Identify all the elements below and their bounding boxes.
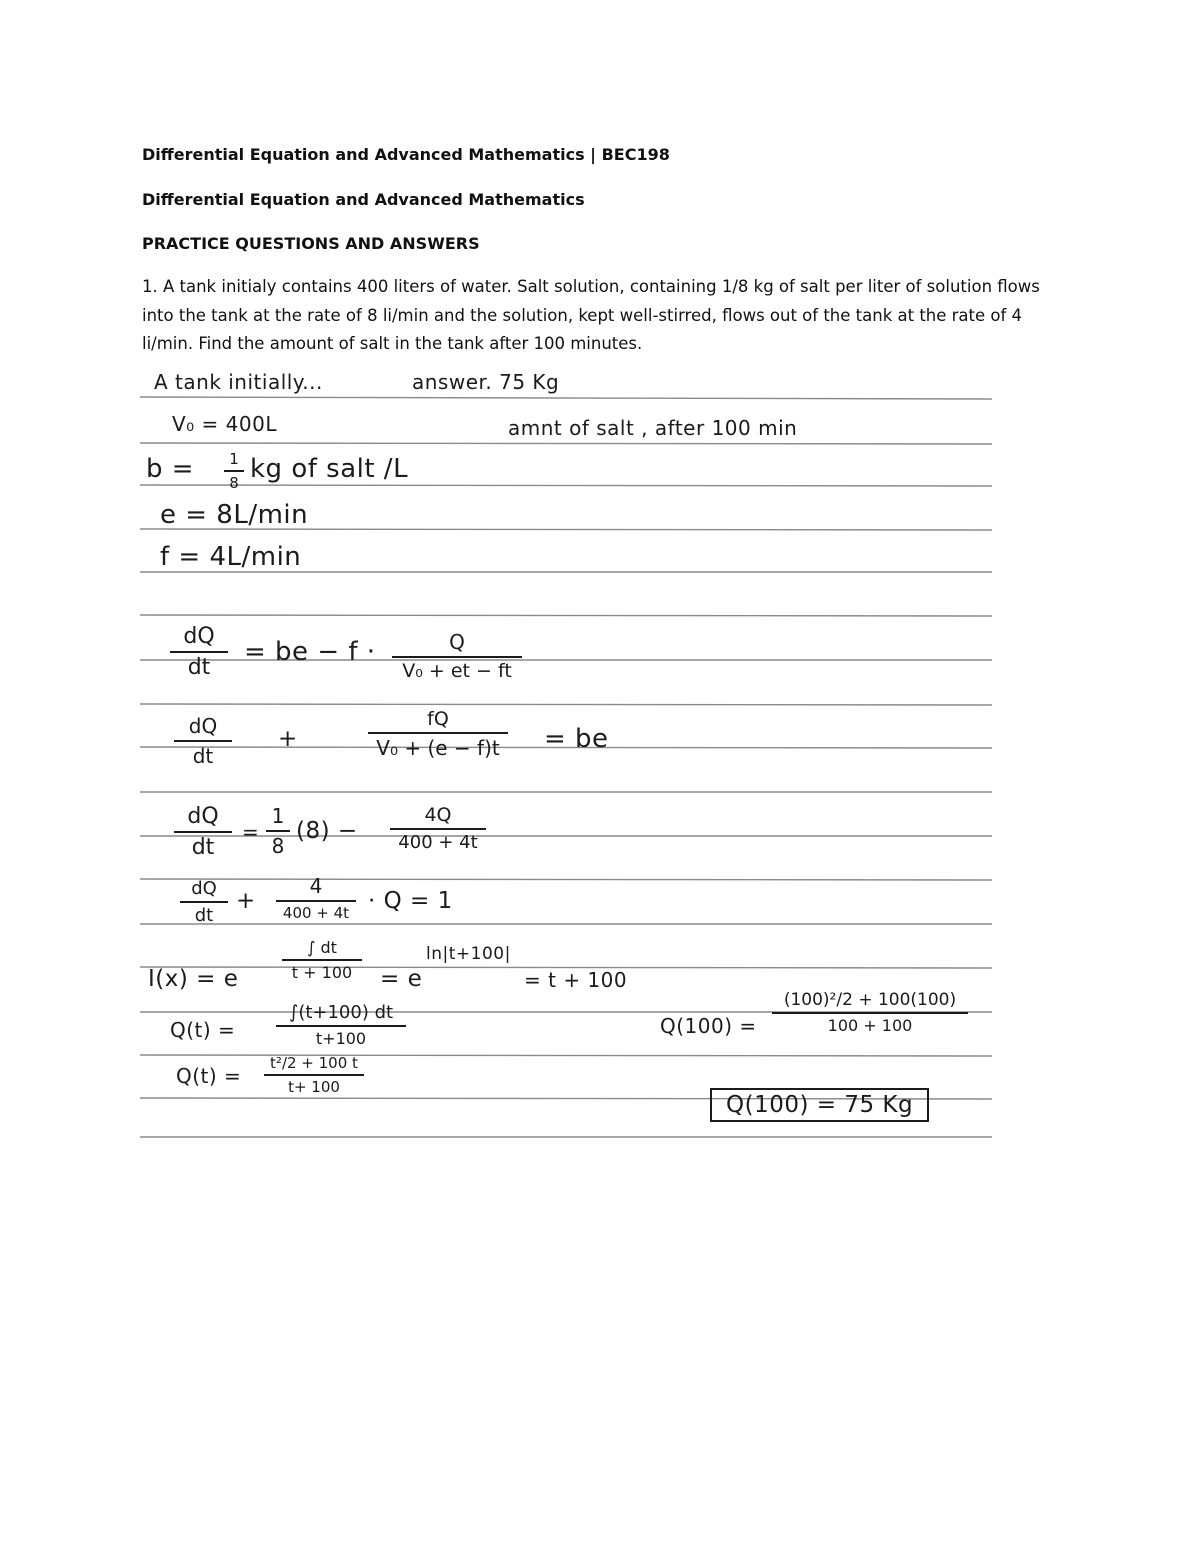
- section-heading: PRACTICE QUESTIONS AND ANSWERS: [142, 234, 480, 253]
- handwritten-intro: A tank initially...: [154, 370, 323, 394]
- eq3-lhs-fraction: dQ dt: [174, 804, 232, 860]
- eq4-lhs-fraction: dQ dt: [180, 878, 228, 926]
- eq7-rhs-fraction: t²/2 + 100 t t+ 100: [264, 1054, 364, 1096]
- eq6-lhs: Q(t) =: [170, 1018, 236, 1042]
- eq7-lhs: Q(t) =: [176, 1064, 242, 1088]
- given-v0: V₀ = 400L: [172, 412, 277, 436]
- eq5-lhs: I(x) = e: [148, 966, 239, 992]
- eq4-rhs-fraction: 4 400 + 4t: [276, 874, 356, 922]
- eq2-lhs-fraction: dQ dt: [174, 714, 232, 768]
- eq4-plus: +: [236, 888, 256, 914]
- eq6-rhs-fraction: ∫(t+100) dt t+100: [276, 1002, 406, 1048]
- eq2-rhs-fraction: fQ V₀ + (e − f)t: [368, 708, 508, 760]
- handwritten-answer: answer. 75 Kg: [412, 370, 560, 394]
- eq3-rhs-fraction: 4Q 400 + 4t: [390, 804, 486, 853]
- eq3-equals: =: [242, 820, 260, 844]
- given-f: f = 4L/min: [160, 542, 302, 572]
- eq3-coefficient-fraction: 1 8: [266, 804, 290, 858]
- course-title: Differential Equation and Advanced Mathematics | BEC198: [142, 145, 670, 164]
- given-b-fraction: 1 8: [224, 450, 244, 492]
- eq5-exponent-ln: ln|t+100|: [426, 944, 511, 964]
- given-e: e = 8L/min: [160, 500, 309, 530]
- eq1-middle: = be − f ·: [244, 637, 376, 667]
- given-b-label: b =: [146, 454, 195, 484]
- handwritten-solution-scan: [140, 362, 995, 1146]
- problem-text: 1. A tank initialy contains 400 liters of water. Salt solution, containing 1/8 kg of salt per liter of solution flows into the tank at the rate of 8 li/min and the solution, kept well-stirred, flows out of the tank at the rate of 4 li/min. Find the amount of salt in the tank after 100 minutes.: [142, 277, 1040, 353]
- eq3-middle: (8) −: [296, 818, 358, 844]
- eq1-rhs-fraction: Q V₀ + et − ft: [392, 630, 522, 682]
- eq8-lhs: Q(100) =: [660, 1014, 757, 1038]
- eq4-rhs: · Q = 1: [368, 888, 453, 914]
- subtitle: Differential Equation and Advanced Mathematics: [142, 190, 585, 209]
- eq5-middle: = e: [380, 966, 423, 992]
- eq5-exponent-fraction: ∫ dt t + 100: [282, 938, 362, 982]
- final-answer: Q(100) = 75 Kg: [710, 1088, 929, 1122]
- given-goal: amnt of salt , after 100 min: [508, 416, 798, 440]
- given-b-unit: kg of salt /L: [250, 454, 409, 484]
- eq2-plus: +: [278, 726, 298, 752]
- eq1-lhs-fraction: dQ dt: [170, 624, 228, 680]
- eq5-rhs: = t + 100: [524, 968, 628, 992]
- eq8-rhs-fraction: (100)²/2 + 100(100) 100 + 100: [772, 990, 968, 1035]
- eq2-rhs: = be: [544, 724, 609, 754]
